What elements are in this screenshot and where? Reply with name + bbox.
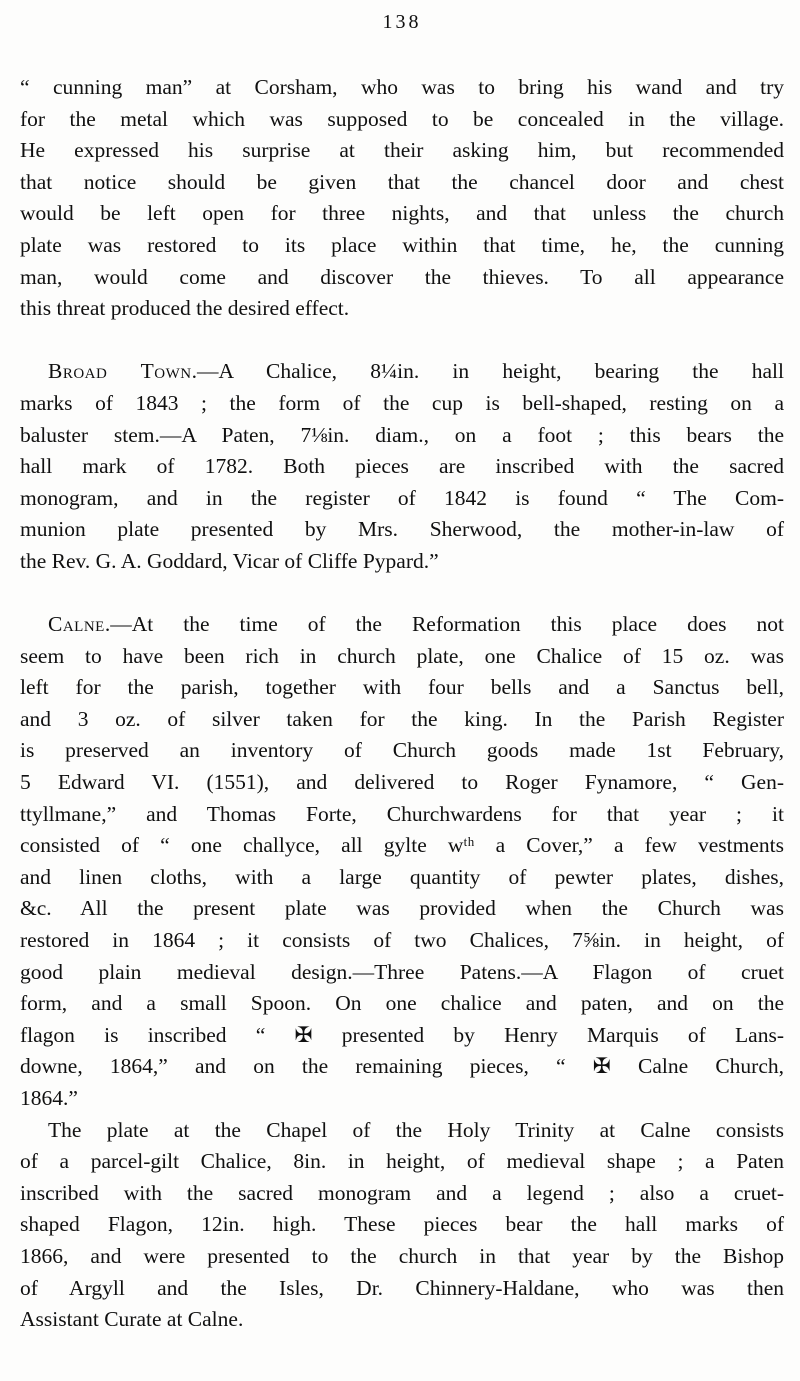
- paragraph-holy-trinity-calne: [20, 1115, 784, 1336]
- page-number: 138: [382, 11, 422, 33]
- text-line: is preserved an inventory of Church goods made 1st February,: [20, 738, 784, 763]
- text-line: inscribed with the sacred monogram and a legend ; also a cruet-: [20, 1180, 784, 1205]
- text-line: would be left open for three nights, and that unless the church: [20, 201, 784, 226]
- text-line: 5 Edward VI. (1551), and delivered to Roger Fynamore, “ Gen-: [20, 770, 784, 795]
- text-line: Broad Town.—A Chalice, 8¼in. in height, bearing the hall: [48, 359, 784, 384]
- text-line: of a parcel-gilt Chalice, 8in. in height, of medieval shape ; a Paten: [20, 1149, 784, 1174]
- paragraph-broad-town: [20, 356, 784, 577]
- text-line: He expressed his surprise at their asking him, but recommended: [20, 138, 784, 163]
- text-line: ttyllmane,” and Thomas Forte, Churchwardens for that year ; it: [20, 801, 784, 826]
- text-line: for the metal which was supposed to be concealed in the village.: [20, 106, 784, 131]
- text-line: monogram, and in the register of 1842 is found “ The Com-: [20, 485, 784, 510]
- text-line: “ cunning man” at Corsham, who was to bring his wand and try: [20, 75, 784, 99]
- text-line: &c. All the present plate was provided when the Church was: [20, 896, 784, 921]
- text-line: the Rev. G. A. Goddard, Vicar of Cliffe Pypard.”: [20, 548, 439, 573]
- text-line: consisted of “ one challyce, all gylte wᵗʰ a Cover,” a few vestments: [20, 833, 784, 858]
- text-line: 1866, and were presented to the church in that year by the Bishop: [20, 1243, 784, 1268]
- text-line: and linen cloths, with a large quantity of pewter plates, dishes,: [20, 864, 784, 889]
- text-line: flagon is inscribed “ ✠ presented by Henry Marquis of Lans-: [20, 1022, 784, 1047]
- text-line: that notice should be given that the chancel door and chest: [20, 169, 784, 194]
- text-line: man, would come and discover the thieves. To all appearance: [20, 264, 784, 289]
- text-line: form, and a small Spoon. On one chalice and paten, and on the: [20, 991, 784, 1016]
- text-line: downe, 1864,” and on the remaining pieces, “ ✠ Calne Church,: [20, 1054, 784, 1079]
- text-line: good plain medieval design.—Three Patens.—A Flagon of cruet: [20, 959, 784, 984]
- text-line: Calne.—At the time of the Reformation this place does not: [48, 612, 784, 637]
- page-body: [20, 72, 784, 1336]
- text-line: left for the parish, together with four bells and a Sanctus bell,: [20, 675, 784, 700]
- section-heading: Broad Town: [48, 359, 192, 384]
- text-line: Assistant Curate at Calne.: [20, 1307, 244, 1332]
- section-heading: Calne: [48, 612, 105, 637]
- text-line: of Argyll and the Isles, Dr. Chinnery-Haldane, who was then: [20, 1275, 784, 1300]
- paragraph-calne: [20, 609, 784, 1115]
- paragraph-cunning-man: [20, 72, 784, 325]
- text-line: shaped Flagon, 12in. high. These pieces bear the hall marks of: [20, 1212, 784, 1237]
- text-line: The plate at the Chapel of the Holy Trinity at Calne consists: [48, 1117, 784, 1142]
- text-line: and 3 oz. of silver taken for the king. In the Parish Register: [20, 706, 784, 731]
- text-line: munion plate presented by Mrs. Sherwood, the mother-in-law of: [20, 517, 784, 542]
- text-line: plate was restored to its place within that time, he, the cunning: [20, 232, 784, 257]
- text-line: this threat produced the desired effect.: [20, 296, 350, 321]
- text-line: 1864.”: [20, 1086, 78, 1110]
- text-line: baluster stem.—A Paten, 7⅛in. diam., on a foot ; this bears the: [20, 422, 784, 447]
- text-line: marks of 1843 ; the form of the cup is bell-shaped, resting on a: [20, 390, 784, 415]
- text-line: hall mark of 1782. Both pieces are inscribed with the sacred: [20, 454, 784, 479]
- text-line: seem to have been rich in church plate, one Chalice of 15 oz. was: [20, 643, 784, 668]
- text-line: restored in 1864 ; it consists of two Chalices, 7⅝in. in height, of: [20, 928, 784, 953]
